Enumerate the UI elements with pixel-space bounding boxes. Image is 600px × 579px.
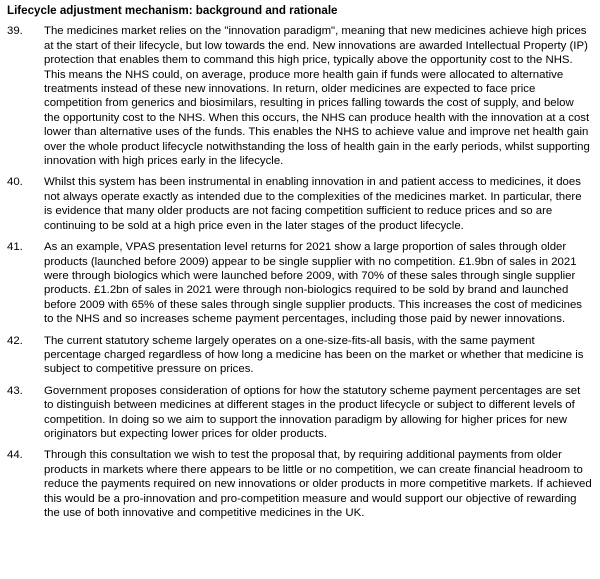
paragraph-text: The medicines market relies on the "innovation paradigm", meaning that new medicines achieve high prices at the start of their lifecycle, but low towards the end. New innovations are awarded Intellectual Property (IP) protection that enables them to command this high price, typically above the opportunity cost to the NHS. This means the NHS could, on average, produce more health gain if funds were allocated to alternative treatments instead of these new innovations. In return, older medicines are expected to face price competition from generics and biosimilars, resulting in prices falling towards the cost of supply, and below the opportunity cost to the NHS. When this occurs, the NHS can produce health with the innovation at a cost lower than alternative uses of the funds. This enables the NHS to achieve value and improve net health gain over the whole product lifecycle notwithstanding the loss of health gain in the early periods, whilst supporting innovation with high prices early in the lifecycle. bbox=[44, 25, 590, 168]
paragraph-41 bbox=[7, 240, 592, 326]
paragraph-number: 43. bbox=[7, 384, 23, 397]
paragraph-text: Through this consultation we wish to test the proposal that, by requiring additional payments from older products in markets where there appears to be little or no competition, we can create financial headroom to reduce the payments required on new innovations or older products in more competitive markets. If achieved this would be a pro-innovation and pro-competition measure and would support our objective of rewarding the use of both innovative and competitive medicines in the UK. bbox=[44, 449, 592, 519]
paragraph-number: 40. bbox=[7, 176, 23, 189]
paragraph-number: 41. bbox=[7, 241, 23, 254]
paragraph-text: Whilst this system has been instrumental in enabling innovation in and patient access to medicines, it does not always operate exactly as intended due to the complexities of the medicines market. In particular, there is evidence that many older products are not facing competition sufficient to reduce prices and so are continuing to be sold at a high price even in the later stages of the product lifecycle. bbox=[44, 176, 582, 232]
paragraph-text: The current statutory scheme largely operates on a one-size-fits-all basis, with the same payment percentage charged regardless of how long a medicine has been on the market or whether that medicine is subject to competitive pressure on prices. bbox=[44, 334, 584, 376]
paragraph-42 bbox=[7, 334, 592, 377]
paragraph-44 bbox=[7, 448, 592, 520]
paragraph-39 bbox=[7, 24, 592, 168]
paragraph-text: As an example, VPAS presentation level returns for 2021 show a large proportion of sales through older products (launched before 2009) appear to be single supplier with no competition. £1.9bn of sales in 2021 were through biologics which were launched before 2009, with 70% of these sales through single supplier products. £1.2bn of sales in 2021 were through non-biologics required to be sold by brand and launched before 2009 with 65% of these sales through single supplier products. This increases the cost of medicines to the NHS and so increases scheme payment percentages, including those paid by newer innovations. bbox=[44, 241, 582, 326]
paragraph-number: 44. bbox=[7, 449, 23, 462]
paragraph-43 bbox=[7, 384, 592, 442]
section-heading: Lifecycle adjustment mechanism: background and rationale bbox=[7, 4, 338, 17]
paragraph-number: 39. bbox=[7, 25, 23, 38]
paragraph-number: 42. bbox=[7, 334, 23, 347]
paragraph-text: Government proposes consideration of options for how the statutory scheme payment percentages are set to distinguish between medicines at different stages in the product lifecycle or subject to different levels of competition. In doing so we aim to support the innovation paradigm by allowing for higher prices for new originators but expecting lower prices for older products. bbox=[44, 384, 581, 440]
paragraph-40 bbox=[7, 175, 592, 233]
